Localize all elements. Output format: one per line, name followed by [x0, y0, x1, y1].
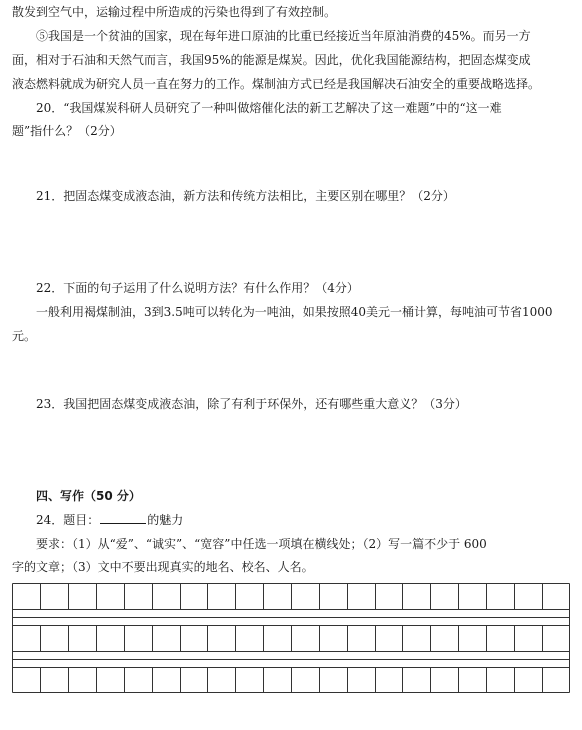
question-20-line-1: 20．“我国煤炭科研人员研究了一种叫做熔催化法的新工艺解决了这一难题”中的“这一难 [36, 101, 502, 115]
question-24-suffix: 的魅力 [147, 513, 184, 527]
writing-heading: 四、写作（50 分） [36, 489, 141, 503]
question-24-title [36, 512, 183, 528]
title-blank[interactable] [100, 512, 146, 524]
passage-para5-line-2: 面，相对于石油和天然气而言，我国95%的能源是煤炭。因此，优化我国能源结构，把固态煤变成 [12, 53, 531, 67]
writing-grid[interactable] [12, 583, 570, 693]
writing-requirements-line-2: 字的文章；（3）文中不要出现真实的地名、校名、人名。 [12, 560, 314, 574]
question-23: 23．我国把固态煤变成液态油，除了有利于环保外，还有哪些重大意义？（3分） [36, 397, 467, 411]
passage-line-1: 散发到空气中，运输过程中所造成的污染也得到了有效控制。 [12, 5, 337, 19]
passage-para5-line-3: 液态燃料就成为研究人员一直在努力的工作。煤制油方式已经是我国解决石油安全的重要战略选择。 [12, 77, 541, 91]
writing-grid-svg [12, 583, 570, 693]
passage-para5-line-1: ⑤我国是一个贫油的国家，现在每年进口原油的比重已经接近当年原油消费的45%。而另一方 [36, 29, 531, 43]
question-22-quote-line-1: 一般利用褐煤制油，3到3.5吨可以转化为一吨油，如果按照40美元一桶计算，每吨油可节省1000 [36, 305, 553, 319]
writing-requirements-line-1: 要求：（1）从“爱”、“诚实”、“宽容”中任选一项填在横线处；（2）写一篇不少于 600 [36, 537, 487, 551]
question-20-line-2: 题”指什么？（2分） [12, 124, 122, 138]
question-22: 22．下面的句子运用了什么说明方法？有什么作用？（4分） [36, 281, 359, 295]
question-24-prefix: 24．题目： [36, 513, 100, 527]
question-21: 21．把固态煤变成液态油，新方法和传统方法相比，主要区别在哪里？（2分） [36, 189, 455, 203]
question-22-quote-line-2: 元。 [12, 329, 37, 343]
